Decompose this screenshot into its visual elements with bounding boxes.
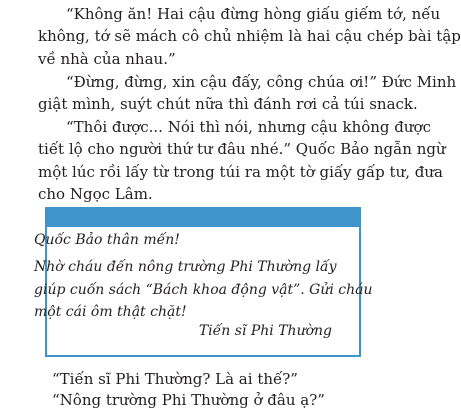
letter-body: [34, 256, 373, 324]
paragraph-duc-minh: [38, 71, 457, 116]
dialogue-line-cut: “Nông trường Phi Thường ở đâu ạ?”: [52, 391, 325, 409]
text-line: một lúc rồi lấy từ trong túi ra một tờ giấy gấp tư, đưa: [38, 162, 443, 181]
dialogue-line: “Tiến sĩ Phi Thường? Là ai thế?”: [52, 370, 298, 388]
paragraph-quoc-bao: [38, 116, 446, 206]
letter-box-bottom-border: [45, 355, 361, 357]
letter-box-header-bar: [45, 207, 361, 227]
text-line: cho Ngọc Lâm.: [38, 185, 153, 204]
text-line: “Đừng, đừng, xin cậu đấy, công chúa ơi!” Đức Minh: [66, 73, 457, 91]
text-line: giật mình, suýt chút nữa thì đánh rơi cả túi snack.: [38, 95, 418, 114]
text-line: “Không ăn! Hai cậu đừng hòng giấu giếm tớ, nếu: [66, 5, 441, 23]
text-line: “Thôi được... Nói thì nói, nhưng cậu không được: [66, 118, 431, 136]
text-line: không, tớ sẽ mách cô chủ nhiệm là hai cậu chép bài tập: [38, 27, 461, 46]
letter-line: giúp cuốn sách “Bách khoa động vật”. Gửi cháu: [34, 281, 373, 298]
text-line: về nhà của nhau.”: [38, 49, 176, 68]
letter-line: một cái ôm thật chặt!: [34, 304, 187, 321]
letter-signature: Tiến sĩ Phi Thường: [198, 323, 332, 339]
text-line: tiết lộ cho người thứ tư đâu nhé.” Quốc Bảo ngẫn ngừ: [38, 140, 446, 159]
paragraph-threat: [38, 3, 461, 70]
letter-line: Nhờ cháu đến nông trường Phi Thường lấy: [34, 259, 337, 275]
letter-greeting: Quốc Bảo thân mến!: [34, 232, 180, 248]
